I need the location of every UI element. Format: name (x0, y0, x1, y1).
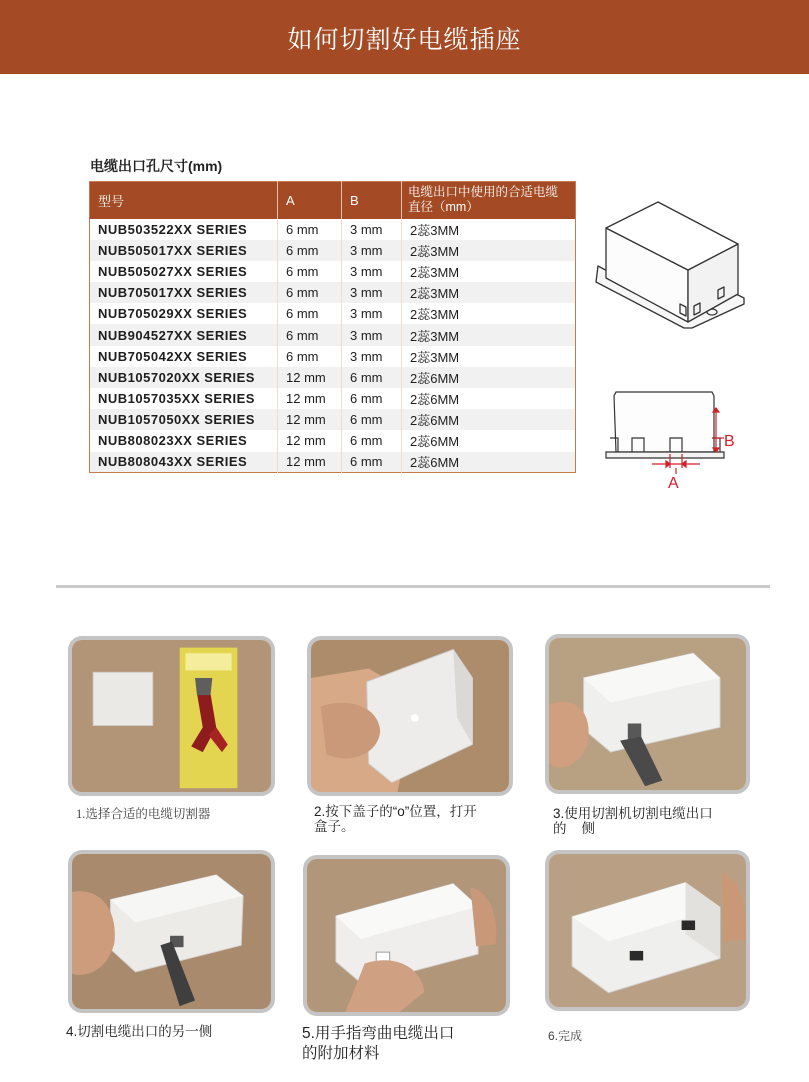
step-5-caption (302, 1024, 454, 1064)
photo-step-4-cut-other-side (68, 850, 275, 1013)
junction-box-isometric-drawing (588, 178, 760, 338)
cell-a: 12 mm (278, 367, 342, 388)
column-header-model: 型号 (90, 182, 278, 219)
table-body (90, 219, 576, 473)
photo-step-2-open-lid (307, 636, 513, 796)
dimension-label-a: A (668, 475, 679, 492)
cell-b: 3 mm (342, 282, 402, 303)
cell-b: 3 mm (342, 219, 402, 240)
page-header (0, 0, 809, 74)
step-3-text-line-2: 的 侧 (553, 821, 596, 836)
table-row (90, 452, 576, 473)
cell-b: 6 mm (342, 452, 402, 473)
cell-a: 12 mm (278, 409, 342, 430)
table-row (90, 388, 576, 409)
cell-cable-diameter: 2蕊3MM (410, 349, 460, 365)
step-2-text-line-1: 2.按下盖子的“o”位置，打开 (314, 804, 477, 819)
cell-b: 3 mm (342, 261, 402, 282)
cell-a: 6 mm (278, 219, 342, 240)
step-3-text-line-1: 3.使用切割机切割电缆出口 (553, 806, 713, 821)
step-5-text-line-2: 的附加材料 (302, 1045, 380, 1062)
photo-step-3-cut-side (545, 634, 750, 794)
table-row (90, 261, 576, 282)
cell-model: NUB1057050XX SERIES (90, 409, 278, 430)
cell-b: 3 mm (342, 346, 402, 367)
cell-cable-diameter: 2蕊3MM (410, 222, 460, 238)
table-row (90, 430, 576, 451)
step-1-caption (76, 804, 210, 822)
step-2-text-line-2: 盒子。 (314, 819, 355, 834)
cell-b: 3 mm (342, 303, 402, 324)
table-row (90, 240, 576, 261)
photo-step-1-cutter (68, 636, 275, 796)
cell-cable-diameter: 2蕊3MM (402, 324, 576, 345)
cell-model: NUB1057020XX SERIES (90, 367, 278, 388)
cell-b: 6 mm (342, 430, 402, 451)
cell-cable-diameter: 2蕊6MM (402, 409, 576, 430)
table-row (90, 409, 576, 430)
cell-b: 3 mm (342, 324, 402, 345)
cell-a: 12 mm (278, 430, 342, 451)
cell-model: NUB808023XX SERIES (90, 430, 278, 451)
cell-a: 6 mm (278, 324, 342, 345)
cell-cable-diameter: 2蕊6MM (410, 434, 460, 450)
table-row (90, 303, 576, 324)
column-header-a: A (278, 182, 342, 219)
page-title: 如何切割好电缆插座 (287, 26, 522, 54)
cell-cable-diameter: 2蕊3MM (410, 307, 460, 323)
cell-cable-diameter: 2蕊6MM (402, 367, 576, 388)
step-3-caption (553, 806, 713, 836)
cell-cable-diameter: 2蕊3MM (410, 264, 460, 280)
step-1-text: 1.选择合适的电缆切割器 (76, 807, 211, 821)
section-divider (56, 585, 770, 588)
cable-exit-size-table (89, 181, 576, 473)
step-6-text: 6.完成 (548, 1029, 583, 1043)
cell-a: 6 mm (278, 261, 342, 282)
cell-a: 12 mm (278, 452, 342, 473)
cell-model: NUB503522XX SERIES (90, 219, 278, 240)
table-row (90, 282, 576, 303)
step-6-caption (548, 1027, 582, 1044)
column-header-b: B (342, 182, 402, 219)
cell-b: 6 mm (342, 388, 402, 409)
table-row (90, 367, 576, 388)
cell-cable-diameter: 2蕊6MM (410, 392, 460, 408)
step-2-caption (314, 804, 477, 834)
cell-cable-diameter: 2蕊6MM (402, 452, 576, 473)
cell-model: NUB505027XX SERIES (90, 261, 278, 282)
cell-a: 6 mm (278, 240, 342, 261)
table-header-row (90, 182, 576, 219)
step-4-text: 4.切割电缆出口的另一侧 (66, 1024, 213, 1039)
dimension-label-b: B (724, 433, 735, 450)
cell-cable-diameter: 2蕊3MM (402, 240, 576, 261)
step-5-text-line-1: 5.用手指弯曲电缆出口 (302, 1025, 455, 1042)
cell-model: NUB705042XX SERIES (90, 346, 278, 367)
cell-b: 6 mm (342, 367, 402, 388)
cell-a: 6 mm (278, 346, 342, 367)
cell-model: NUB705029XX SERIES (90, 303, 278, 324)
cell-cable-diameter: 2蕊3MM (402, 282, 576, 303)
cable-exit-dimension-drawing (600, 382, 750, 494)
table-row (90, 324, 576, 345)
cell-model: NUB1057035XX SERIES (90, 388, 278, 409)
table-row (90, 346, 576, 367)
cell-a: 6 mm (278, 282, 342, 303)
table-caption: 电缆出口孔尺寸(mm) (90, 158, 223, 174)
cell-b: 3 mm (342, 240, 402, 261)
step-4-caption (66, 1020, 212, 1040)
column-header-cable-diameter: 电缆出口中使用的合适电缆直径（mm） (402, 182, 576, 219)
cell-a: 6 mm (278, 303, 342, 324)
cell-model: NUB808043XX SERIES (90, 452, 278, 473)
cell-model: NUB904527XX SERIES (90, 324, 278, 345)
cell-b: 6 mm (342, 409, 402, 430)
cell-model: NUB705017XX SERIES (90, 282, 278, 303)
photo-step-5-bend-material (303, 855, 510, 1016)
table-row (90, 219, 576, 240)
cell-a: 12 mm (278, 388, 342, 409)
cell-model: NUB505017XX SERIES (90, 240, 278, 261)
photo-step-6-finished (545, 850, 750, 1011)
